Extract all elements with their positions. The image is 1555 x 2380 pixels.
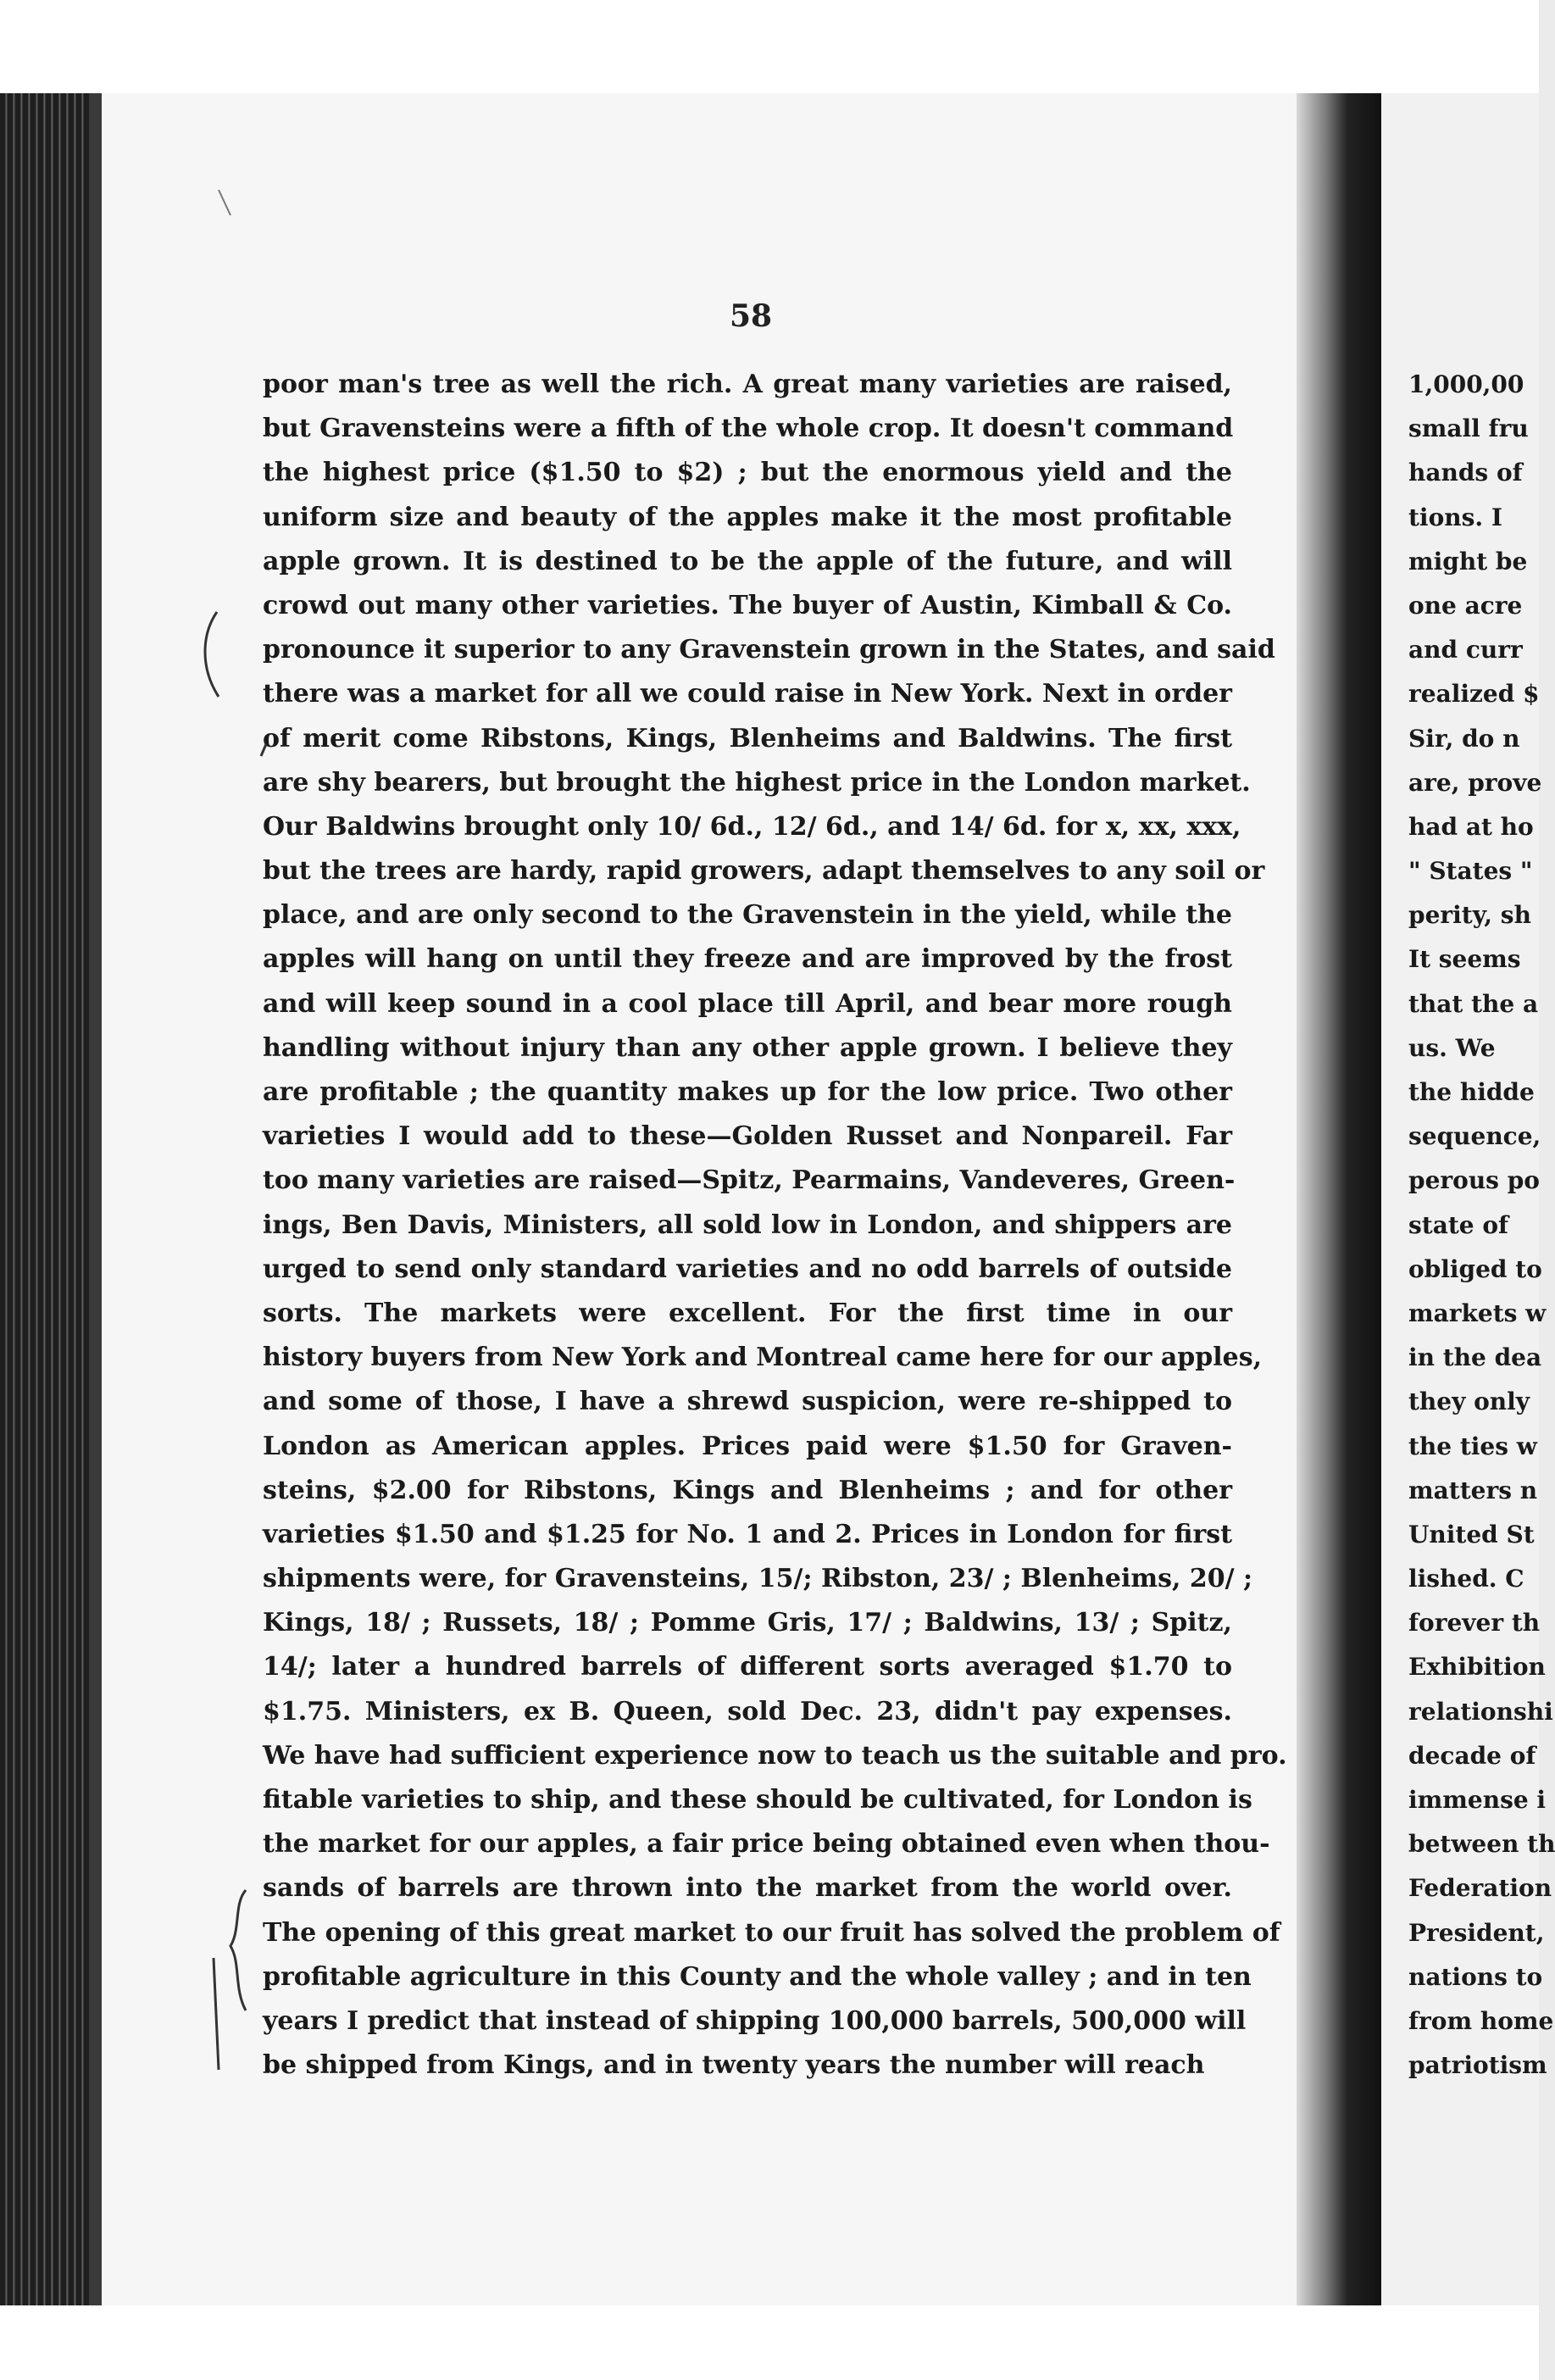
text-line: sands of barrels are thrown into the market from the world over. <box>263 1873 1232 1904</box>
facing-text-line: Sir, do n <box>1408 724 1520 753</box>
text-line: sorts. The markets were excellent. For the first time in our <box>263 1298 1232 1328</box>
facing-text-line: It seems <box>1408 945 1521 974</box>
text-line: 14/; later a hundred barrels of different sorts averaged $1.70 to <box>263 1652 1232 1682</box>
text-line: ings, Ben Davis, Ministers, all sold low in London, and shippers are <box>263 1209 1232 1240</box>
facing-text-line: immense i <box>1408 1786 1547 1814</box>
facing-text-line: Exhibition <box>1408 1653 1546 1682</box>
text-line: handling without injury than any other apple grown. I believe they <box>263 1032 1232 1063</box>
text-line: but the trees are hardy, rapid growers, adapt themselves to any soil or <box>263 856 1265 887</box>
facing-text-line: forever th <box>1408 1609 1541 1638</box>
text-line: be shipped from Kings, and in twenty years the number will reach <box>263 2050 1205 2081</box>
pencil-accent-mark <box>256 742 273 759</box>
facing-text-line: from home <box>1408 2006 1554 2035</box>
book-page-edges <box>0 93 102 2305</box>
text-line: steins, $2.00 for Ribstons, Kings and Blenheims ; and for other <box>263 1475 1232 1505</box>
facing-text-line: might be <box>1408 547 1528 576</box>
facing-text-line: one acre <box>1408 591 1523 620</box>
text-line: Kings, 18/ ; Russets, 18/ ; Pomme Gris, 17/ ; Baldwins, 13/ ; Spitz, <box>263 1608 1232 1638</box>
text-line: poor man's tree as well the rich. A great many varieties are raised, <box>263 370 1232 399</box>
text-line: apples will hang on until they freeze and are improved by the frost <box>263 944 1232 975</box>
text-line: too many varieties are raised—Spitz, Pearmains, Vandeveres, Green- <box>263 1165 1236 1196</box>
facing-text-line: between th <box>1408 1830 1555 1859</box>
facing-text-line: Federation <box>1408 1874 1552 1903</box>
page-number: 58 <box>729 298 773 334</box>
facing-text-line: sequence, <box>1408 1122 1541 1151</box>
facing-text-line: matters n <box>1408 1476 1538 1504</box>
text-line: the highest price ($1.50 to $2) ; but the enormous yield and the <box>263 458 1232 488</box>
text-line: Our Baldwins brought only 10/ 6d., 12/ 6d., and 14/ 6d. for x, xx, xxx, <box>263 811 1241 842</box>
facing-text-line: they only <box>1408 1387 1530 1416</box>
text-line: shipments were, for Gravensteins, 15/; Ribston, 23/ ; Blenheims, 20/ ; <box>263 1564 1253 1594</box>
text-line: uniform size and beauty of the apples make it the most profitable <box>263 502 1232 532</box>
scan-border-bottom <box>0 2305 1539 2380</box>
text-line: and some of those, I have a shrewd suspicion, were re-shipped to <box>263 1387 1232 1417</box>
text-line: crowd out many other varieties. The buyer of Austin, Kimball & Co. <box>263 590 1232 620</box>
text-line: varieties I would add to these—Golden Russet and Nonpareil. Far <box>263 1121 1232 1152</box>
facing-text-line: patriotism <box>1408 2051 1547 2080</box>
text-line: urged to send only standard varieties and no odd barrels of outside <box>263 1254 1232 1284</box>
facing-text-line: and curr <box>1408 636 1523 665</box>
pencil-margin-line <box>208 1955 225 2073</box>
text-line: are shy bearers, but brought the highest price in the London market. <box>263 767 1251 798</box>
text-line: apple grown. It is destined to be the apple of the future, and will <box>263 546 1232 576</box>
facing-text-line: 1,000,00 <box>1408 370 1524 398</box>
text-line: We have had sufficient experience now to teach us the suitable and pro. <box>263 1740 1287 1771</box>
facing-text-line: decade of <box>1408 1741 1536 1770</box>
facing-text-line: the ties w <box>1408 1432 1537 1460</box>
pencil-brace-mark <box>222 1887 256 2014</box>
facing-text-line: United St <box>1408 1520 1535 1549</box>
text-line: profitable agriculture in this County and the whole valley ; and in ten <box>263 1961 1252 1992</box>
facing-text-line: small fru <box>1408 414 1529 443</box>
text-line: the market for our apples, a fair price being obtained even when thou- <box>263 1829 1270 1860</box>
facing-text-line: hands of <box>1408 459 1523 487</box>
facing-text-line: the hidde <box>1408 1078 1535 1106</box>
facing-text-line: nations to <box>1408 1962 1543 1991</box>
text-line: and will keep sound in a cool place till April, and bear more rough <box>263 988 1232 1019</box>
facing-text-line: realized $ <box>1408 680 1540 709</box>
facing-text-line: in the dea <box>1408 1343 1542 1372</box>
facing-page-text <box>1408 363 1555 2088</box>
text-line: place, and are only second to the Gravenstein in the yield, while the <box>263 900 1232 931</box>
facing-text-line: relationshi <box>1408 1697 1553 1726</box>
text-line: are profitable ; the quantity makes up for the low price. Two other <box>263 1077 1232 1107</box>
facing-text-line: that the a <box>1408 989 1539 1018</box>
book-gutter <box>1297 93 1381 2305</box>
facing-text-line: perity, sh <box>1408 901 1531 930</box>
facing-text-line: lished. C <box>1408 1565 1524 1593</box>
facing-text-line: tions. I <box>1408 503 1502 531</box>
facing-text-line: state of <box>1408 1210 1509 1239</box>
text-line: years I predict that instead of shipping 100,000 barrels, 500,000 will <box>263 2005 1247 2036</box>
text-line: history buyers from New York and Montreal came here for our apples, <box>263 1343 1263 1373</box>
scan-border-top <box>0 0 1539 93</box>
facing-text-line: obliged to <box>1408 1254 1542 1283</box>
text-line: varieties $1.50 and $1.25 for No. 1 and 2. Prices in London for first <box>263 1519 1232 1549</box>
facing-text-line: had at ho <box>1408 812 1534 841</box>
facing-text-line: markets w <box>1408 1298 1547 1327</box>
text-line: fitable varieties to ship, and these should be cultivated, for London is <box>263 1785 1252 1815</box>
pencil-tick-mark <box>214 186 239 220</box>
text-line: pronounce it superior to any Gravenstein grown in the States, and said <box>263 635 1275 665</box>
text-line: The opening of this great market to our fruit has solved the problem of <box>263 1917 1280 1948</box>
facing-text-line: perous po <box>1408 1166 1540 1195</box>
facing-text-line: " States " <box>1408 857 1533 886</box>
text-line: London as American apples. Prices paid were $1.50 for Graven- <box>263 1431 1232 1461</box>
facing-text-line: are, prove <box>1408 768 1542 797</box>
page-body-text <box>263 363 1287 2088</box>
text-line: but Gravensteins were a fifth of the whole crop. It doesn't command <box>263 414 1234 444</box>
text-line: of merit come Ribstons, Kings, Blenheims and Baldwins. The first <box>263 723 1232 753</box>
facing-text-line: us. We <box>1408 1033 1496 1062</box>
pencil-bracket-mark <box>192 609 225 702</box>
text-line: there was a market for all we could raise in New York. Next in order <box>263 679 1232 709</box>
text-line: $1.75. Ministers, ex B. Queen, sold Dec. 23, didn't pay expenses. <box>263 1696 1232 1727</box>
facing-text-line: President, <box>1408 1918 1545 1947</box>
